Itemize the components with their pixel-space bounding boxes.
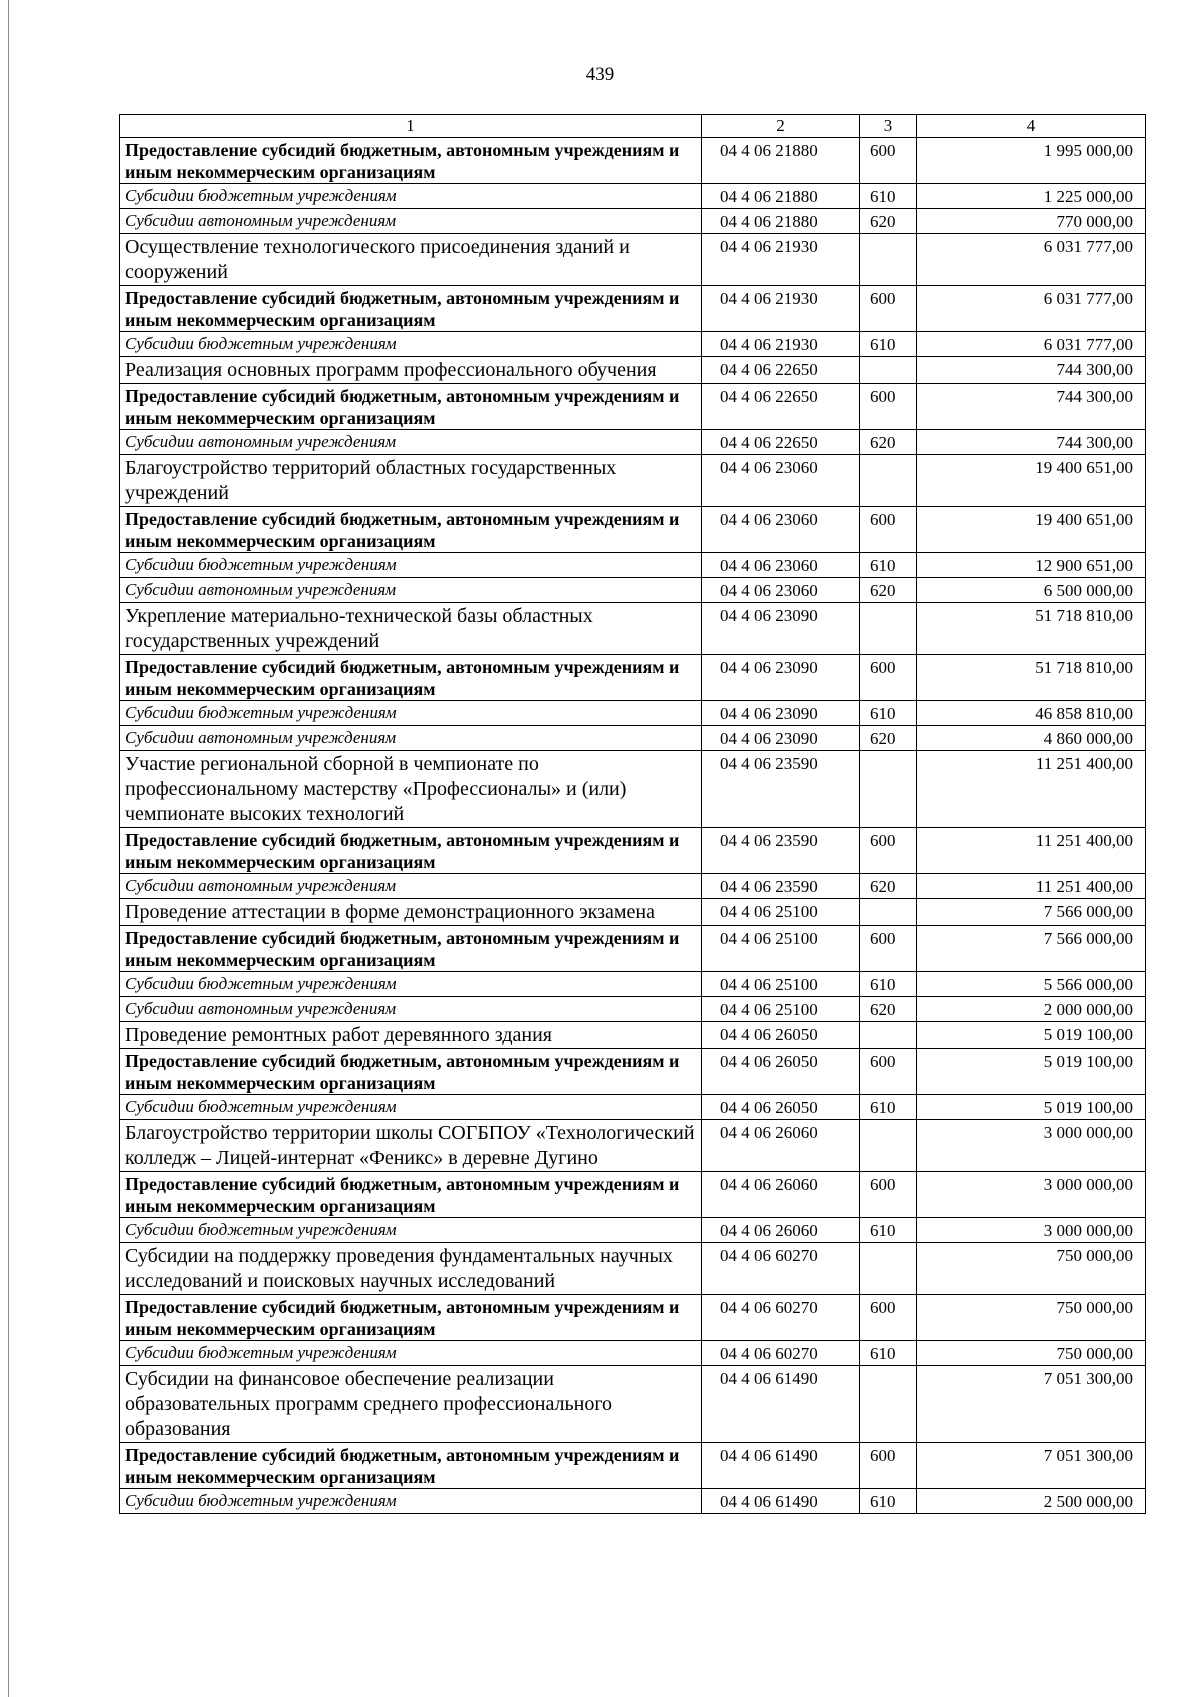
row-expense-type-cell: 610 <box>860 1095 917 1120</box>
table-row <box>120 1443 1146 1489</box>
row-amount-cell: 3 000 000,00 <box>917 1120 1146 1172</box>
row-code-cell: 04 4 06 21880 <box>702 209 860 234</box>
row-amount-cell: 744 300,00 <box>917 384 1146 430</box>
row-code-cell: 04 4 06 25100 <box>702 899 860 926</box>
row-expense-type-cell: 600 <box>860 926 917 972</box>
table-row <box>120 899 1146 926</box>
row-amount-cell: 11 251 400,00 <box>917 828 1146 874</box>
row-name-cell: Субсидии бюджетным учреждениям <box>120 332 702 357</box>
row-code-cell: 04 4 06 23060 <box>702 578 860 603</box>
row-expense-type-cell <box>860 357 917 384</box>
row-name-cell: Реализация основных программ профессионального обучения <box>120 357 702 384</box>
row-name-cell: Предоставление субсидий бюджетным, автономным учреждениям и иным некоммерческим организациям <box>120 1443 702 1489</box>
row-expense-type-cell: 620 <box>860 209 917 234</box>
row-code-cell: 04 4 06 61490 <box>702 1443 860 1489</box>
row-expense-type-cell <box>860 1022 917 1049</box>
row-expense-type-cell <box>860 234 917 286</box>
row-expense-type-cell: 600 <box>860 1049 917 1095</box>
row-amount-cell: 4 860 000,00 <box>917 726 1146 751</box>
page-number: 439 <box>585 64 615 85</box>
row-code-cell: 04 4 06 23090 <box>702 726 860 751</box>
row-name-cell: Субсидии автономным учреждениям <box>120 209 702 234</box>
row-expense-type-cell: 610 <box>860 184 917 209</box>
row-expense-type-cell <box>860 1366 917 1443</box>
column-header-3: 3 <box>860 115 917 138</box>
row-code-cell: 04 4 06 26060 <box>702 1172 860 1218</box>
row-name-cell: Субсидии бюджетным учреждениям <box>120 184 702 209</box>
row-expense-type-cell: 610 <box>860 1218 917 1243</box>
row-amount-cell: 750 000,00 <box>917 1341 1146 1366</box>
row-code-cell: 04 4 06 23590 <box>702 874 860 899</box>
row-amount-cell: 3 000 000,00 <box>917 1218 1146 1243</box>
table-row <box>120 726 1146 751</box>
table-row <box>120 1095 1146 1120</box>
row-name-cell: Предоставление субсидий бюджетным, автономным учреждениям и иным некоммерческим организациям <box>120 507 702 553</box>
row-amount-cell: 744 300,00 <box>917 357 1146 384</box>
row-expense-type-cell: 600 <box>860 138 917 184</box>
row-code-cell: 04 4 06 23090 <box>702 655 860 701</box>
row-amount-cell: 7 566 000,00 <box>917 926 1146 972</box>
table-row <box>120 603 1146 655</box>
row-code-cell: 04 4 06 21930 <box>702 234 860 286</box>
row-amount-cell: 5 019 100,00 <box>917 1022 1146 1049</box>
row-expense-type-cell: 610 <box>860 972 917 997</box>
row-expense-type-cell: 600 <box>860 507 917 553</box>
row-amount-cell: 2 500 000,00 <box>917 1489 1146 1514</box>
row-code-cell: 04 4 06 23060 <box>702 455 860 507</box>
row-name-cell: Субсидии бюджетным учреждениям <box>120 972 702 997</box>
table-row <box>120 455 1146 507</box>
row-code-cell: 04 4 06 23060 <box>702 507 860 553</box>
row-name-cell: Предоставление субсидий бюджетным, автономным учреждениям и иным некоммерческим организациям <box>120 828 702 874</box>
table-row <box>120 701 1146 726</box>
table-row <box>120 1120 1146 1172</box>
budget-table-body <box>120 115 1146 1514</box>
row-name-cell: Предоставление субсидий бюджетным, автономным учреждениям и иным некоммерческим организациям <box>120 655 702 701</box>
table-row <box>120 972 1146 997</box>
table-row <box>120 507 1146 553</box>
table-row <box>120 234 1146 286</box>
row-name-cell: Субсидии автономным учреждениям <box>120 997 702 1022</box>
row-code-cell: 04 4 06 60270 <box>702 1295 860 1341</box>
row-expense-type-cell <box>860 751 917 828</box>
row-amount-cell: 750 000,00 <box>917 1295 1146 1341</box>
row-expense-type-cell: 610 <box>860 1489 917 1514</box>
table-row <box>120 655 1146 701</box>
row-amount-cell: 5 019 100,00 <box>917 1095 1146 1120</box>
row-amount-cell: 6 500 000,00 <box>917 578 1146 603</box>
row-amount-cell: 11 251 400,00 <box>917 874 1146 899</box>
row-code-cell: 04 4 06 26060 <box>702 1120 860 1172</box>
row-amount-cell: 6 031 777,00 <box>917 286 1146 332</box>
table-header-row <box>120 115 1146 138</box>
row-code-cell: 04 4 06 26060 <box>702 1218 860 1243</box>
row-amount-cell: 12 900 651,00 <box>917 553 1146 578</box>
row-amount-cell: 7 051 300,00 <box>917 1366 1146 1443</box>
row-name-cell: Укрепление материально-технической базы областных государственных учреждений <box>120 603 702 655</box>
row-amount-cell: 6 031 777,00 <box>917 234 1146 286</box>
row-name-cell: Субсидии бюджетным учреждениям <box>120 701 702 726</box>
row-expense-type-cell: 600 <box>860 828 917 874</box>
row-expense-type-cell: 610 <box>860 553 917 578</box>
row-code-cell: 04 4 06 23590 <box>702 828 860 874</box>
row-name-cell: Предоставление субсидий бюджетным, автономным учреждениям и иным некоммерческим организациям <box>120 138 702 184</box>
table-row <box>120 184 1146 209</box>
row-expense-type-cell <box>860 1243 917 1295</box>
row-name-cell: Субсидии бюджетным учреждениям <box>120 553 702 578</box>
budget-table <box>119 114 1146 1514</box>
row-name-cell: Субсидии автономным учреждениям <box>120 578 702 603</box>
table-row <box>120 751 1146 828</box>
row-name-cell: Субсидии на поддержку проведения фундаментальных научных исследований и поисковых научных исследований <box>120 1243 702 1295</box>
row-code-cell: 04 4 06 26050 <box>702 1022 860 1049</box>
table-row <box>120 1489 1146 1514</box>
row-code-cell: 04 4 06 26050 <box>702 1049 860 1095</box>
row-name-cell: Предоставление субсидий бюджетным, автономным учреждениям и иным некоммерческим организациям <box>120 1295 702 1341</box>
row-name-cell: Предоставление субсидий бюджетным, автономным учреждениям и иным некоммерческим организациям <box>120 1049 702 1095</box>
column-header-4: 4 <box>917 115 1146 138</box>
table-row <box>120 1172 1146 1218</box>
row-code-cell: 04 4 06 23090 <box>702 701 860 726</box>
table-row <box>120 553 1146 578</box>
table-row <box>120 138 1146 184</box>
row-name-cell: Предоставление субсидий бюджетным, автономным учреждениям и иным некоммерческим организациям <box>120 384 702 430</box>
row-expense-type-cell: 620 <box>860 997 917 1022</box>
table-row <box>120 357 1146 384</box>
row-code-cell: 04 4 06 21880 <box>702 184 860 209</box>
row-expense-type-cell <box>860 603 917 655</box>
table-row <box>120 874 1146 899</box>
row-expense-type-cell: 600 <box>860 286 917 332</box>
row-amount-cell: 5 566 000,00 <box>917 972 1146 997</box>
row-amount-cell: 750 000,00 <box>917 1243 1146 1295</box>
row-expense-type-cell: 600 <box>860 1443 917 1489</box>
row-code-cell: 04 4 06 61490 <box>702 1366 860 1443</box>
row-expense-type-cell: 600 <box>860 655 917 701</box>
row-name-cell: Субсидии автономным учреждениям <box>120 726 702 751</box>
row-code-cell: 04 4 06 61490 <box>702 1489 860 1514</box>
table-row <box>120 578 1146 603</box>
row-code-cell: 04 4 06 25100 <box>702 997 860 1022</box>
row-name-cell: Субсидии бюджетным учреждениям <box>120 1489 702 1514</box>
row-name-cell: Предоставление субсидий бюджетным, автономным учреждениям и иным некоммерческим организациям <box>120 926 702 972</box>
column-header-1: 1 <box>120 115 702 138</box>
row-code-cell: 04 4 06 21930 <box>702 286 860 332</box>
row-name-cell: Субсидии автономным учреждениям <box>120 874 702 899</box>
row-code-cell: 04 4 06 23060 <box>702 553 860 578</box>
row-name-cell: Предоставление субсидий бюджетным, автономным учреждениям и иным некоммерческим организациям <box>120 1172 702 1218</box>
table-row <box>120 384 1146 430</box>
row-name-cell: Осуществление технологического присоединения зданий и сооружений <box>120 234 702 286</box>
row-name-cell: Субсидии автономным учреждениям <box>120 430 702 455</box>
row-name-cell: Благоустройство территорий областных государственных учреждений <box>120 455 702 507</box>
row-expense-type-cell: 620 <box>860 726 917 751</box>
row-expense-type-cell <box>860 899 917 926</box>
row-expense-type-cell <box>860 1120 917 1172</box>
row-code-cell: 04 4 06 26050 <box>702 1095 860 1120</box>
row-code-cell: 04 4 06 22650 <box>702 384 860 430</box>
row-expense-type-cell: 620 <box>860 430 917 455</box>
table-row <box>120 1022 1146 1049</box>
table-row <box>120 430 1146 455</box>
column-header-2: 2 <box>702 115 860 138</box>
row-expense-type-cell: 610 <box>860 1341 917 1366</box>
row-expense-type-cell <box>860 455 917 507</box>
table-row <box>120 926 1146 972</box>
row-expense-type-cell: 600 <box>860 1295 917 1341</box>
row-name-cell: Участие региональной сборной в чемпионате по профессиональному мастерству «Профессионалы» и (или) чемпионате высоких технологий <box>120 751 702 828</box>
row-expense-type-cell: 600 <box>860 384 917 430</box>
row-amount-cell: 744 300,00 <box>917 430 1146 455</box>
row-name-cell: Субсидии бюджетным учреждениям <box>120 1095 702 1120</box>
row-amount-cell: 19 400 651,00 <box>917 455 1146 507</box>
table-row <box>120 209 1146 234</box>
row-code-cell: 04 4 06 22650 <box>702 357 860 384</box>
row-amount-cell: 11 251 400,00 <box>917 751 1146 828</box>
table-row <box>120 997 1146 1022</box>
row-code-cell: 04 4 06 60270 <box>702 1243 860 1295</box>
row-name-cell: Субсидии бюджетным учреждениям <box>120 1341 702 1366</box>
row-amount-cell: 770 000,00 <box>917 209 1146 234</box>
table-row <box>120 1341 1146 1366</box>
row-expense-type-cell: 620 <box>860 874 917 899</box>
row-amount-cell: 2 000 000,00 <box>917 997 1146 1022</box>
row-name-cell: Субсидии на финансовое обеспечение реализации образовательных программ среднего профессионального образования <box>120 1366 702 1443</box>
row-name-cell: Проведение аттестации в форме демонстрационного экзамена <box>120 899 702 926</box>
row-code-cell: 04 4 06 25100 <box>702 972 860 997</box>
table-row <box>120 828 1146 874</box>
row-amount-cell: 7 051 300,00 <box>917 1443 1146 1489</box>
row-code-cell: 04 4 06 21930 <box>702 332 860 357</box>
row-code-cell: 04 4 06 23090 <box>702 603 860 655</box>
row-amount-cell: 46 858 810,00 <box>917 701 1146 726</box>
row-amount-cell: 3 000 000,00 <box>917 1172 1146 1218</box>
row-name-cell: Проведение ремонтных работ деревянного здания <box>120 1022 702 1049</box>
row-expense-type-cell: 600 <box>860 1172 917 1218</box>
row-amount-cell: 7 566 000,00 <box>917 899 1146 926</box>
table-row <box>120 1049 1146 1095</box>
row-expense-type-cell: 620 <box>860 578 917 603</box>
table-row <box>120 1218 1146 1243</box>
table-row <box>120 286 1146 332</box>
row-expense-type-cell: 610 <box>860 332 917 357</box>
row-amount-cell: 5 019 100,00 <box>917 1049 1146 1095</box>
row-amount-cell: 19 400 651,00 <box>917 507 1146 553</box>
table-row <box>120 1366 1146 1443</box>
row-code-cell: 04 4 06 22650 <box>702 430 860 455</box>
row-code-cell: 04 4 06 23590 <box>702 751 860 828</box>
row-amount-cell: 1 225 000,00 <box>917 184 1146 209</box>
row-code-cell: 04 4 06 25100 <box>702 926 860 972</box>
row-amount-cell: 51 718 810,00 <box>917 603 1146 655</box>
table-row <box>120 332 1146 357</box>
row-amount-cell: 51 718 810,00 <box>917 655 1146 701</box>
row-name-cell: Субсидии бюджетным учреждениям <box>120 1218 702 1243</box>
row-expense-type-cell: 610 <box>860 701 917 726</box>
row-amount-cell: 1 995 000,00 <box>917 138 1146 184</box>
row-amount-cell: 6 031 777,00 <box>917 332 1146 357</box>
page-edge-line <box>8 0 9 1697</box>
row-code-cell: 04 4 06 21880 <box>702 138 860 184</box>
row-name-cell: Благоустройство территории школы СОГБПОУ «Технологический колледж – Лицей-интернат «Феникс» в деревне Дугино <box>120 1120 702 1172</box>
row-code-cell: 04 4 06 60270 <box>702 1341 860 1366</box>
table-row <box>120 1243 1146 1295</box>
row-name-cell: Предоставление субсидий бюджетным, автономным учреждениям и иным некоммерческим организациям <box>120 286 702 332</box>
table-row <box>120 1295 1146 1341</box>
